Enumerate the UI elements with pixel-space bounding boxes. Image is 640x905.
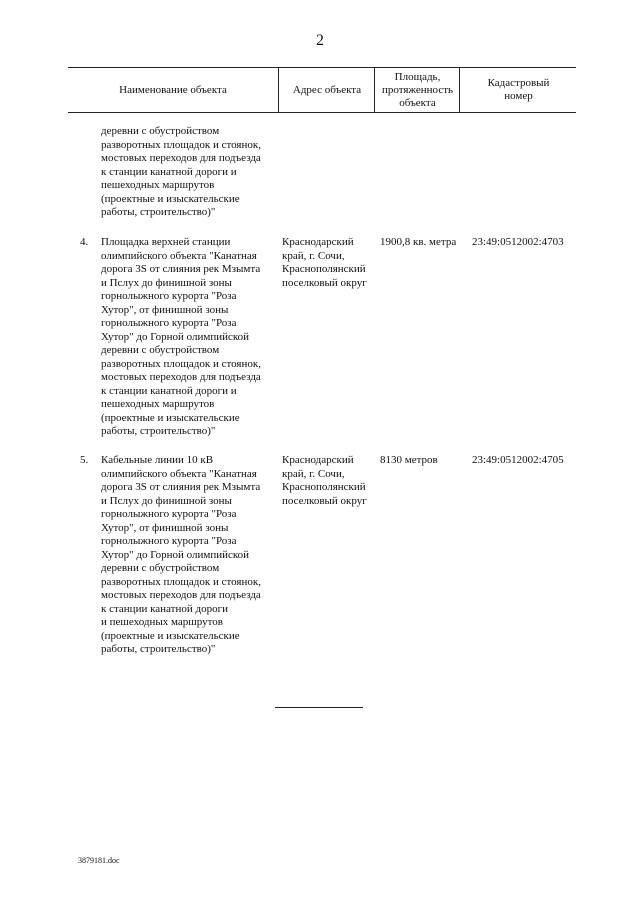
row-name: Площадка верхней станции олимпийского объекта "Канатная дорога 3S от слияния рек Мзымта и Пслух до финишной зоны горнолыжного курорта "Роза Хутор", от финишной зоны горнолыжного курорта "Роза Хутор" до Горной олимпийской деревни с обустройством разворотных площадок и стоянок, мостовых переходов для подъезда к станции канатной дороги и пешеходных маршрутов (проектные и изыскательские работы, строительство)" [101, 236, 261, 437]
row-address: Краснодарский край, г. Сочи, Краснополянский поселковый округ [282, 236, 367, 289]
header-address: Адрес объекта [278, 68, 375, 112]
row-cadastral: 23:49:0512002:4705 [472, 454, 564, 466]
row-address: Краснодарский край, г. Сочи, Краснополянский поселковый округ [282, 454, 367, 507]
page-number: 2 [316, 32, 324, 49]
row-name: Кабельные линии 10 кВ олимпийского объекта "Канатная дорога 3S от слияния рек Мзымта и Пслух до финишной зоны горнолыжного курорта "Роза Хутор", от финишной зоны горнолыжного курорта "Роза Хутор" до Горной олимпийской деревни с обустройством разворотных площадок и стоянок, мостовых переходов для подъезда к станции канатной дороги и пешеходных маршрутов (проектные и изыскательские работы, строительство)" [101, 454, 261, 655]
row-number: 5. [80, 454, 89, 466]
row-cadastral: 23:49:0512002:4703 [472, 236, 564, 248]
row-area: 1900,8 кв. метра [380, 236, 457, 248]
table-header [68, 67, 576, 113]
header-name: Наименование объекта [119, 83, 227, 96]
header-area: Площадь, протяженность объекта [374, 68, 460, 112]
header-cadastral: Кадастровый номер [459, 68, 577, 112]
row-name: деревни с обустройством разворотных площадок и стоянок, мостовых переходов для подъезда к станции канатной дороги и пешеходных маршрутов (проектные и изыскательские работы, строительство)" [101, 125, 261, 218]
document-filename: 3879181.doc [78, 856, 120, 865]
end-divider [275, 707, 363, 708]
row-area: 8130 метров [380, 454, 438, 466]
row-number: 4. [80, 236, 89, 248]
